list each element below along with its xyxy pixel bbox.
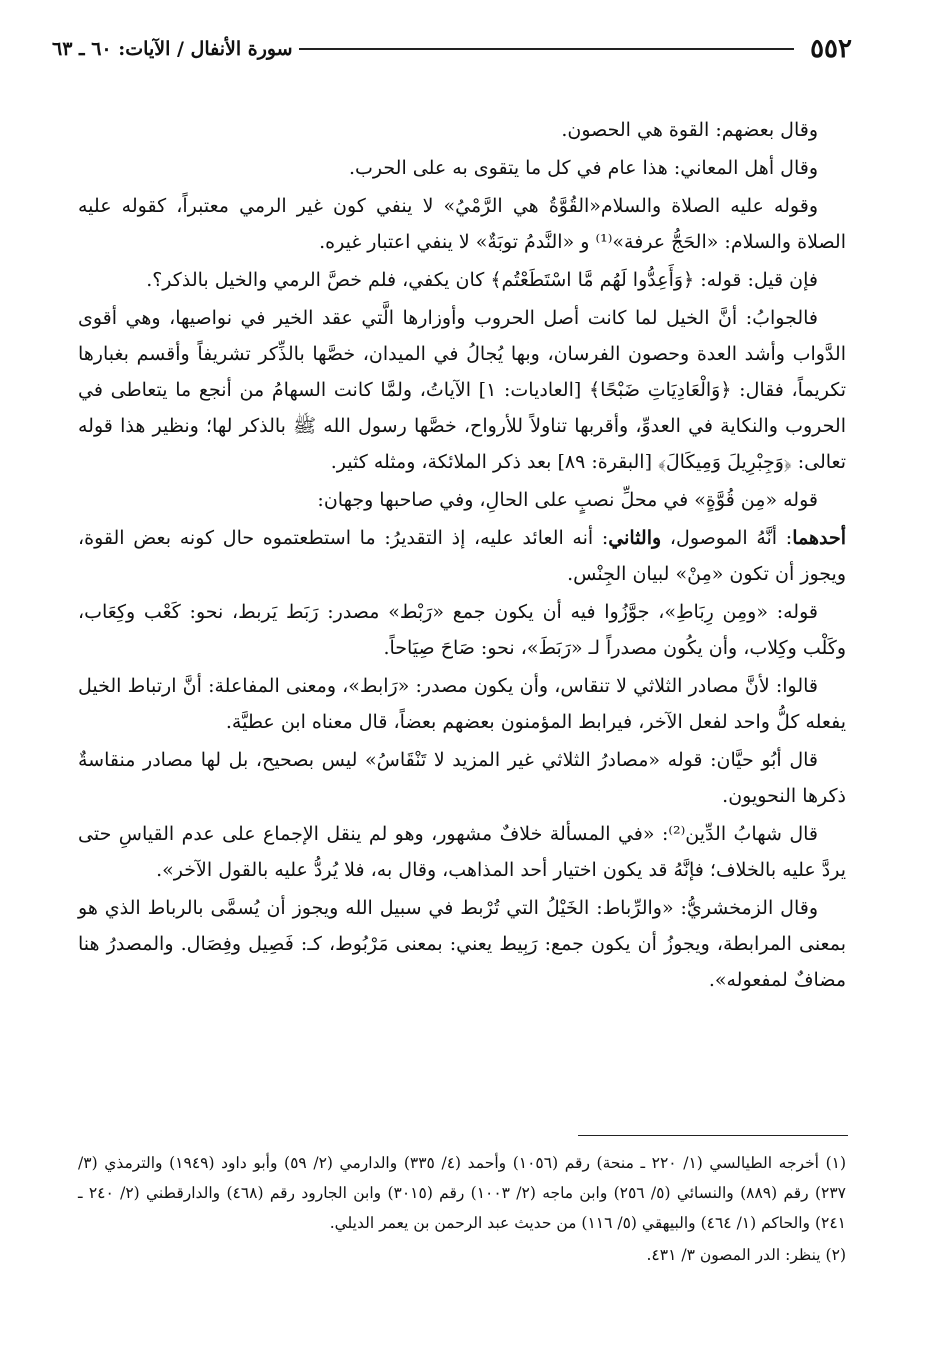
paragraph: قوله «مِن قُوَّةٍ» في محلِّ نصبٍ على الحالِ، وفي صاحبها وجهان: — [317, 489, 818, 511]
paragraph: وقال الزمخشريُّ: «والرِّباط: الخَيْلُ التي تُرْبط في سبيل الله ويجوز أن يُسمَّى بالرباط الذي هو بمعنى المرابطة، ويجوزُ أن يكون جمع: رَبِيط يعني: بمعنى مَرْبُوط، كـ: فَصِيل وفِصَال. والمصدرُ هنا مضافٌ لمفعوله». — [78, 897, 846, 991]
paragraph: قال شهابُ الدِّين⁽²⁾: «في المسألة خلافٌ مشهور، وهو لم ينقل الإجماع على عدم القياسِ حتى يردَّ عليه بالخلاف؛ فإنَّهُ قد يكون اختيار أحد المذاهب، وقال به، فلا يُردُّ عليه بالقول الآخر». — [78, 823, 846, 881]
page-number: ٥٥٢ — [810, 34, 852, 64]
paragraph-text: : أنه العائد عليه، إذ التقديرُ: ما استطعتموه حال كونه بعض القوة، ويجوز أن تكون «مِنْ» لبيان الجِنْس. — [78, 527, 846, 585]
paragraph: وقال بعضهم: القوة هي الحصون. — [561, 119, 818, 141]
paragraph-text: : أنَّهُ الموصول، — [661, 527, 793, 549]
paragraph: قال أبُو حيَّان: قوله «مصادرُ الثلاثي غير المزيد لا تَنْقَاسُ» ليس بصحيح، بل لها مصادر منقاسةٌ ذكرها النحويون. — [78, 749, 846, 807]
footnote: (١) أخرجه الطيالسي (١/ ٢٢٠ ـ منحة) رقم (١٠٥٦) وأحمد (٤/ ٣٣٥) والدارمي (٢/ ٥٩) وأبو داود (١٩٤٩) والترمذي (٣/ ٢٣٧) رقم (٨٨٩) والنسائي (٥/ ٢٥٦) وابن ماجه (٢/ ١٠٠٣) رقم (٣٠١٥) وابن الجارود رقم (٤٦٨) والدارقطني (٢/ ٢٤٠ ـ ٢٤١) والحاكم (١/ ٤٦٤) والبيهقي (٥/ ١١٦) من حديث عبد الرحمن بن يعمر الديلي. — [78, 1154, 847, 1232]
running-title: سورة الأنفال / الآيات: ٦٠ ـ ٦٣ — [52, 38, 293, 60]
page-header — [52, 32, 852, 66]
paragraph — [78, 520, 846, 592]
bold-term: أحدهما — [792, 527, 846, 549]
paragraph: قوله: «ومِن رِبَاطِ»، جوَّزُوا فيه أن يكون جمع «رَبْط» مصدر: رَبَط يَربط، نحو: كَعْب وكِعَاب، وكَلْب وكِلاب، وأن يكُون مصدراً لـ «رَبَطَ»، نحو: صَاحَ صِيَاحاً. — [78, 601, 846, 659]
paragraph: وقوله عليه الصلاة والسلام«القُوَّةُ هي الرَّمْيُ» لا ينفي كون غير الرمي معتبراً، كقوله عليه الصلاة والسلام: «الحَجُّ عرفة»⁽¹⁾ و «النَّدمُ توبَةٌ» لا ينفي اعتبار غيره. — [78, 195, 846, 253]
footnotes — [78, 1148, 846, 1270]
paragraph: وقال أهل المعاني: هذا عام في كل ما يتقوى به على الحرب. — [349, 157, 818, 179]
header-divider — [299, 48, 794, 50]
paragraph: قالوا: لأنَّ مصادر الثلاثي لا تنقاس، وأن يكون مصدر: «رَابط»، ومعنى المفاعلة: أنَّ ارتباط الخيل يفعله كلُّ واحد لفعل الآخر، فيرابط المؤمنون بعضهم بعضاً، قال معناه ابن عطيَّة. — [78, 675, 846, 733]
footnote: (٢) ينظر: الدر المصون ٣/ ٤٣١. — [646, 1246, 846, 1264]
paragraph: فالجوابُ: أنَّ الخيل لما كانت أصل الحروب وأوزارها الَّتي عقد الخير في نواصيها، وهي أقوى الدَّواب وأشد العدة وحصون الفرسان، وبها يُجالُ في الميدان، خصَّها بالذِّكر تشريفاً وأقسم بغبارها تكريماً، فقال: ﴿وَالْعَادِيَاتِ ضَبْحًا﴾ [العاديات: ١] الآياتُ، ولمَّا كانت السهامُ من أنجع ما يتعاطى في الحروب والنكاية في العدوِّ، وأقربها تناولاً للأرواح، خصَّها رسول الله ﷺ بالذكر لها؛ ونظير هذا قوله تعالى: ﴿وَجِبْرِيلَ وَمِيكَالَ﴾ [البقرة: ٨٩] بعد ذكر الملائكة، ومثله كثير. — [78, 307, 847, 473]
bold-term: والثاني — [608, 527, 662, 549]
main-text — [78, 112, 846, 1000]
footnote-divider — [578, 1135, 848, 1136]
paragraph: فإن قيل: قوله: ﴿وَأَعِدُّوا لَهُم مَّا اسْتَطَعْتُم﴾ كان يكفي، فلم خصَّ الرمي والخيل بالذكر؟. — [146, 269, 818, 291]
